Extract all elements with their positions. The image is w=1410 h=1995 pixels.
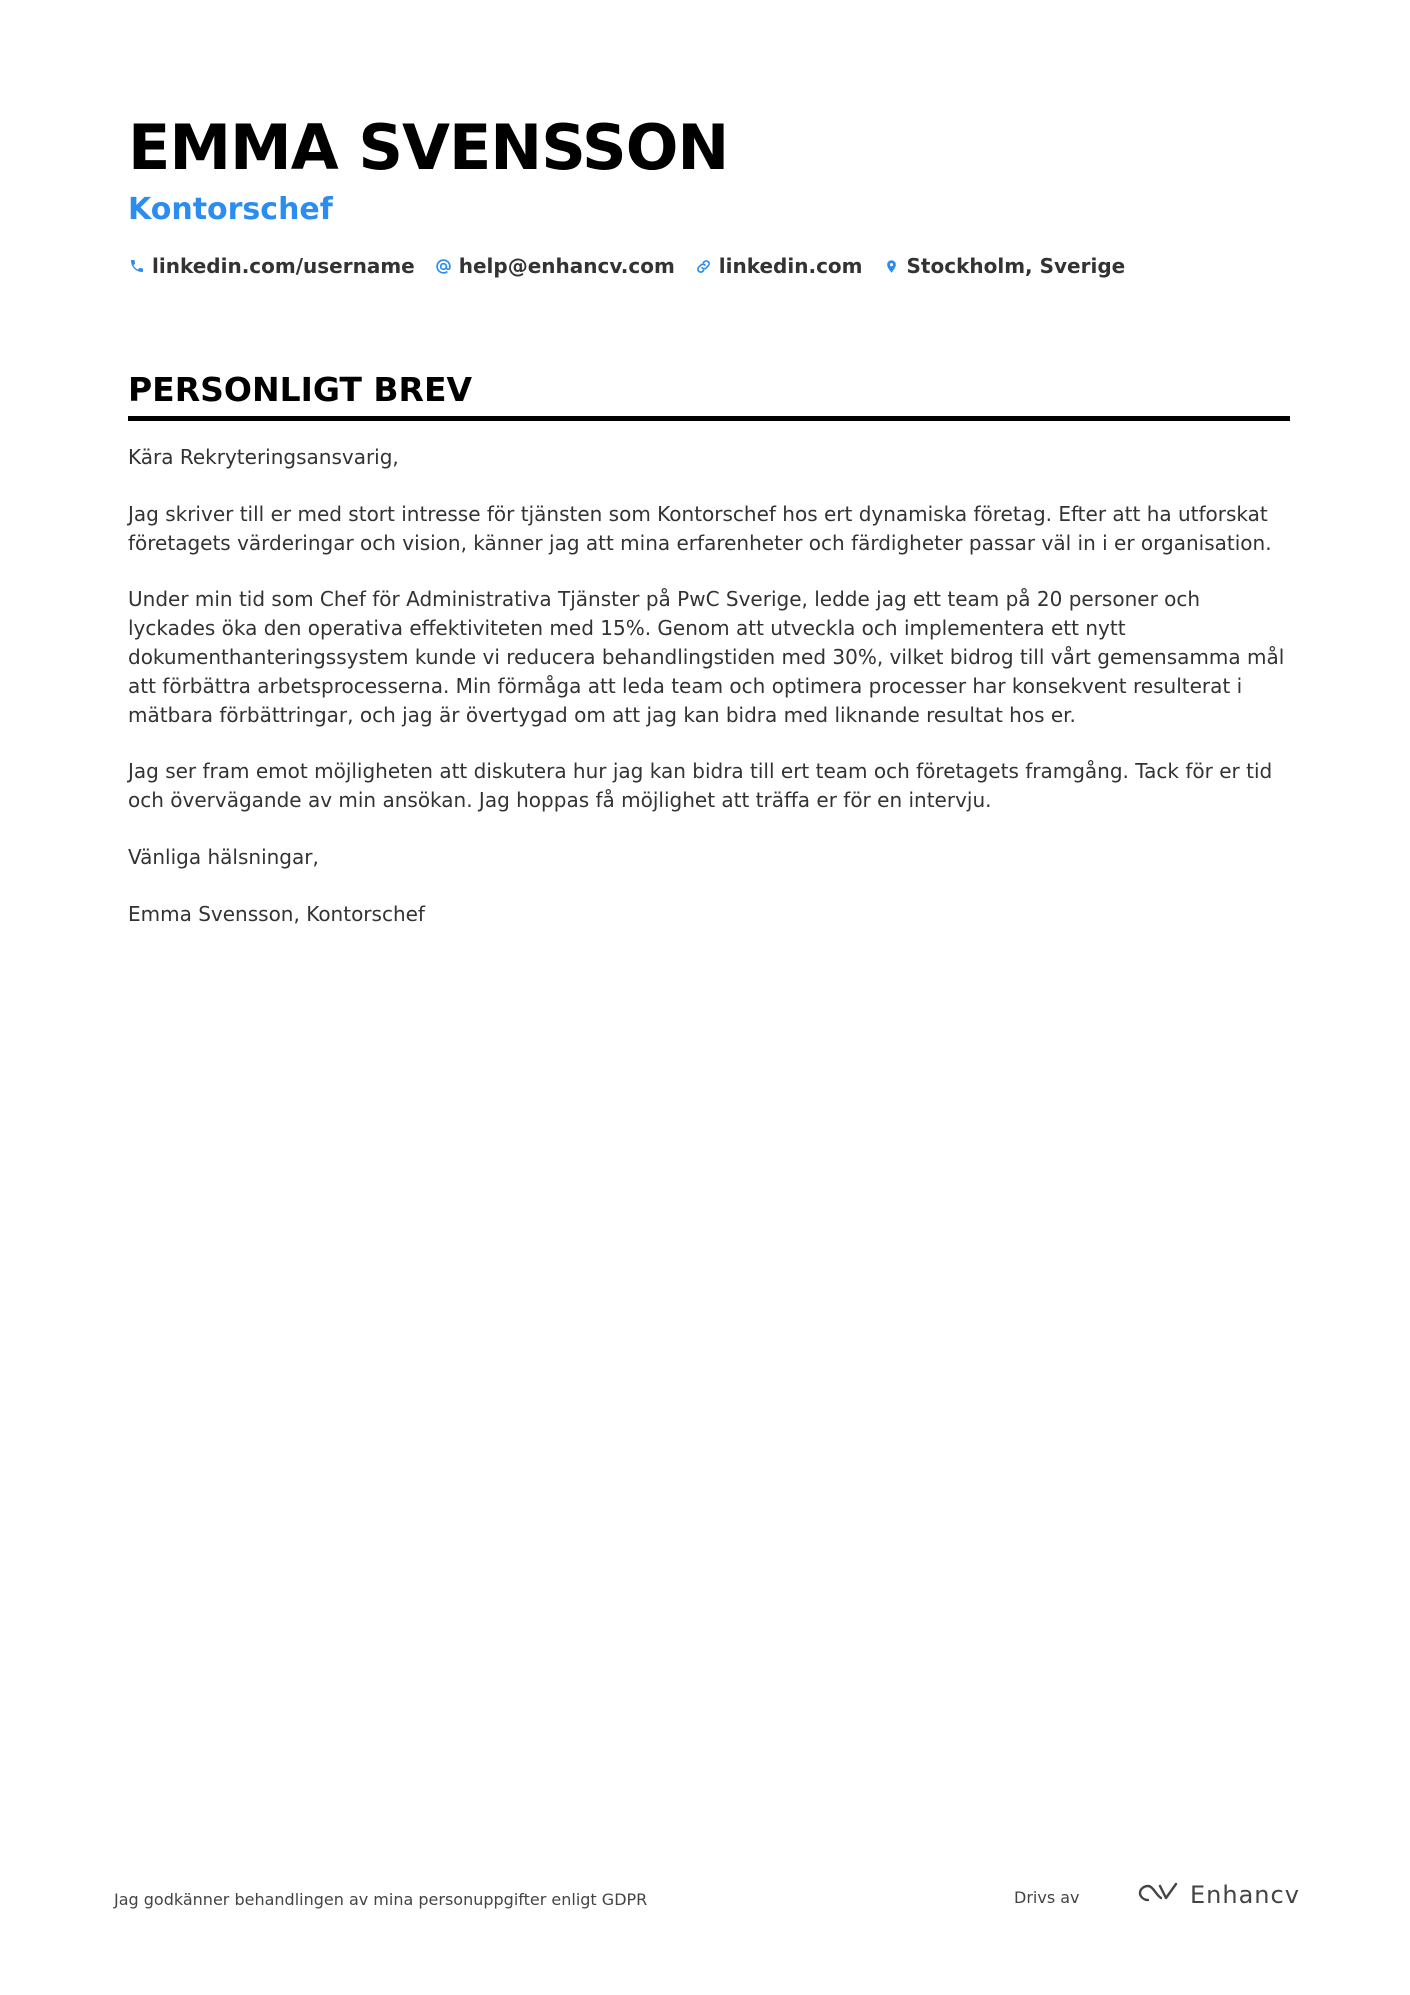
job-title: Kontorschef — [128, 192, 333, 227]
contact-row — [128, 254, 1290, 278]
link-icon — [695, 257, 713, 275]
location-pin-icon — [883, 257, 901, 275]
contact-location — [883, 254, 1126, 278]
letter-paragraph: Jag ser fram emot möjligheten att diskutera hur jag kan bidra till ert team och företagets framgång. Tack för er tid och övervägande av min ansökan. Jag hoppas få möjlighet att träffa er för en intervju. — [128, 759, 1273, 813]
at-icon — [435, 257, 453, 275]
section-title: PERSONLIGT BREV — [128, 368, 1290, 421]
contact-link-text: linkedin.com — [718, 254, 863, 278]
contact-email[interactable] — [435, 254, 675, 278]
cover-letter-section — [128, 368, 1290, 957]
contact-phone[interactable] — [128, 254, 415, 278]
footer — [114, 1878, 1300, 1918]
letter-closing: Vänliga hälsningar, — [128, 844, 319, 869]
contact-link[interactable] — [695, 254, 863, 278]
enhancv-brand[interactable] — [1134, 1880, 1300, 1910]
contact-phone-text: linkedin.com/username — [152, 254, 415, 278]
enhancv-logo-icon — [1134, 1880, 1180, 1910]
powered-by-label: Drivs av — [1014, 1888, 1080, 1907]
header — [128, 108, 1290, 278]
phone-icon — [128, 257, 146, 275]
enhancv-brand-name: Enhancv — [1190, 1881, 1300, 1909]
letter-body — [128, 443, 1290, 929]
contact-location-text: Stockholm, Sverige — [906, 254, 1126, 278]
letter-paragraph: Jag skriver till er med stort intresse för tjänsten som Kontorschef hos ert dynamiska företag. Efter att ha utforskat företagets värderingar och vision, känner jag att mina erfarenheter och färdigheter passar väl in i er organisation. — [128, 501, 1272, 555]
letter-signature: Emma Svensson, Kontorschef — [128, 901, 425, 926]
contact-email-text: help@enhancv.com — [458, 254, 675, 278]
gdpr-consent-text: Jag godkänner behandlingen av mina personuppgifter enligt GDPR — [114, 1890, 648, 1909]
letter-paragraph: Under min tid som Chef för Administrativa Tjänster på PwC Sverige, ledde jag ett team på 20 personer och lyckades öka den operativa effektiviteten med 15%. Genom att utveckla och implementera ett nytt dokumenthanteringssystem kunde vi reducera behandlingstiden med 30%, vilket bidrog till vårt gemensamma mål att förbättra arbetsprocesserna. Min förmåga att leda team och optimera processer har konsekvent resulterat i mätbara förbättringar, och jag är övertygad om att jag kan bidra med liknande resultat hos er. — [128, 587, 1285, 727]
letter-greeting: Kära Rekryteringsansvarig, — [128, 445, 399, 469]
applicant-name: EMMA SVENSSON — [128, 111, 729, 184]
